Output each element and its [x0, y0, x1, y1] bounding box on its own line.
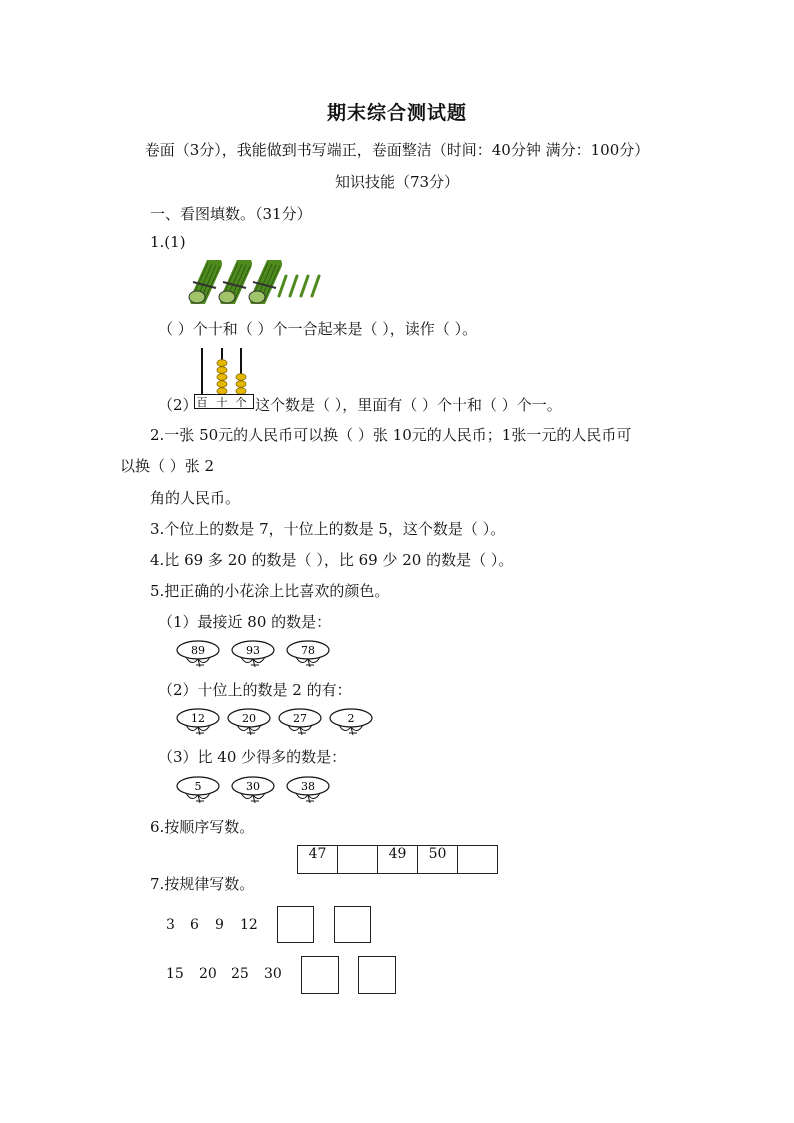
- svg-text:78: 78: [301, 644, 315, 657]
- stick-bundles-image: [186, 260, 328, 304]
- part1-heading: 一、看图填数。（31分）: [150, 205, 312, 223]
- flower-icon[interactable]: [329, 708, 375, 736]
- flower-icon[interactable]: [278, 708, 324, 736]
- abacus-label-hundreds: 百: [196, 396, 208, 409]
- pattern-number: 20: [199, 966, 217, 982]
- svg-text:2: 2: [347, 712, 355, 725]
- q5-sub2-label: （2）十位上的数是 2 的有：: [158, 681, 352, 699]
- abacus-image: [194, 346, 256, 410]
- q2-line1: 2.一张 50元的人民币可以换（ ）张 10元的人民币；1张一元的人民币可: [150, 426, 632, 444]
- bundle-icon-2: [219, 263, 250, 303]
- q4-text: 4.比 69 多 20 的数是（ ），比 69 少 20 的数是（ ）。: [150, 551, 514, 569]
- q5-heading: 5.把正确的小花涂上比喜欢的颜色。: [150, 582, 390, 600]
- svg-text:20: 20: [242, 712, 256, 725]
- q1-line2: 这个数是（ ），里面有（ ）个十和（ ）个一。: [255, 396, 562, 414]
- q5-sub1-label: （1）最接近 80 的数是：: [158, 613, 332, 631]
- pattern-number: 9: [215, 917, 224, 933]
- pattern-number: 3: [166, 917, 175, 933]
- pattern-number: 25: [231, 966, 249, 982]
- flower-icon[interactable]: [176, 708, 222, 736]
- flower-icon[interactable]: [286, 640, 332, 668]
- svg-text:30: 30: [246, 780, 260, 793]
- answer-box[interactable]: [301, 956, 339, 994]
- abacus-label-ones: 个: [235, 396, 247, 409]
- section-heading: 知识技能（73分）: [334, 173, 460, 191]
- q6-heading: 6.按顺序写数。: [150, 818, 255, 836]
- svg-text:27: 27: [293, 712, 307, 725]
- sequence-cell: 47: [298, 846, 338, 874]
- q1-label: 1.(1): [150, 233, 186, 251]
- sequence-cell: 49: [378, 846, 418, 874]
- pattern-number: 6: [190, 917, 199, 933]
- page-title: 期末综合测试题: [326, 102, 467, 124]
- ones-beads-icon: [236, 374, 246, 395]
- q1-line1: （ ）个十和（ ）个一合起来是（ ），读作（ ）。: [158, 320, 478, 338]
- q7-heading: 7.按规律写数。: [150, 875, 255, 893]
- flower-icon[interactable]: [231, 640, 277, 668]
- pattern-number: 15: [166, 966, 184, 982]
- sequence-blank-cell[interactable]: [338, 846, 378, 874]
- flower-icon[interactable]: [231, 776, 277, 804]
- flower-icon[interactable]: [176, 640, 222, 668]
- bundle-icon-1: [189, 263, 220, 303]
- sequence-table: [297, 845, 498, 874]
- answer-box[interactable]: [334, 906, 371, 943]
- q2-line2: 以换（ ）张 2: [120, 457, 215, 475]
- pattern-number: 30: [264, 966, 282, 982]
- abacus-label-tens: 十: [216, 396, 228, 409]
- answer-box[interactable]: [277, 906, 314, 943]
- single-sticks-icon: [279, 276, 319, 296]
- flower-icon[interactable]: [286, 776, 332, 804]
- tens-beads-icon: [217, 360, 227, 395]
- svg-text:5: 5: [194, 780, 202, 793]
- q5-sub3-label: （3）比 40 少得多的数是：: [158, 748, 347, 766]
- q3-text: 3.个位上的数是 7，十位上的数是 5，这个数是（ ）。: [150, 520, 506, 538]
- q2-line3: 角的人民币。: [150, 489, 241, 507]
- svg-text:38: 38: [301, 780, 315, 793]
- q1-part2-prefix: （2）: [158, 396, 198, 414]
- svg-text:93: 93: [246, 644, 260, 657]
- sequence-cell: 50: [418, 846, 458, 874]
- flower-icon[interactable]: [227, 708, 273, 736]
- intro-line: 卷面（3分），我能做到书写端正，卷面整洁（时间：40分钟 满分：100分）: [144, 141, 650, 159]
- answer-box[interactable]: [358, 956, 396, 994]
- svg-text:89: 89: [191, 644, 205, 657]
- sequence-blank-cell[interactable]: [458, 846, 498, 874]
- flower-icon[interactable]: [176, 776, 222, 804]
- svg-text:12: 12: [191, 712, 205, 725]
- bundle-icon-3: [249, 263, 280, 303]
- pattern-number: 12: [240, 917, 258, 933]
